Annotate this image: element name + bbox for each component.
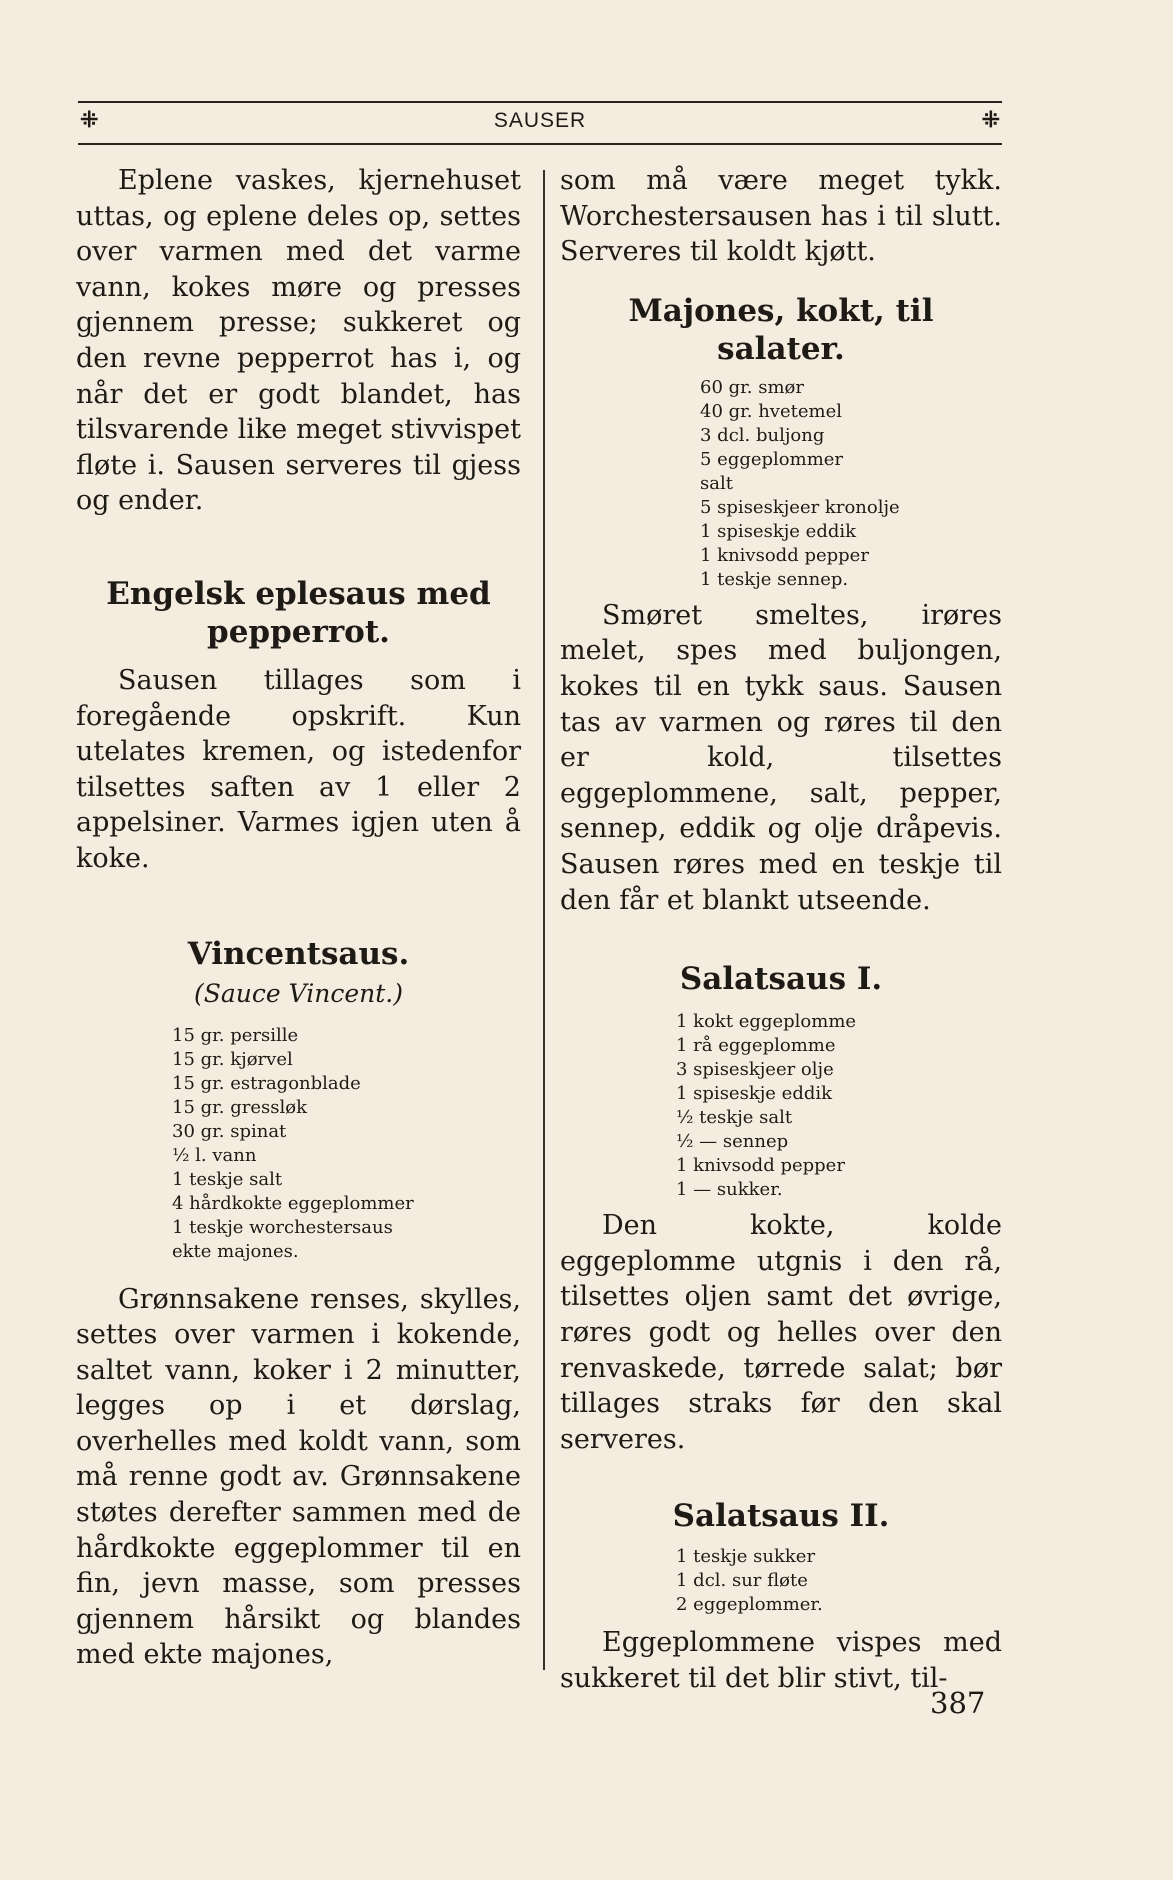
ingredient-item: 3 dcl. buljong xyxy=(700,424,825,446)
section-title: SAUSER xyxy=(493,109,587,132)
ingredient-item: 1 rå eggeplomme xyxy=(676,1035,836,1057)
ingredient-item: 1 knivsodd pepper xyxy=(676,1155,845,1177)
ingredient-item: 60 gr. smør xyxy=(700,376,804,398)
recipe-title-vincent: Vincentsaus. xyxy=(187,935,410,972)
ornament-left-icon: ⁜ xyxy=(80,107,99,132)
intro-paragraph: Eplene vaskes, kjernehuset uttas, og eplene deles op, settes over varmen med det varme vann, kokes møre og presses gjennem presse; sukkeret og den revne pepperrot has i, og når det er godt blandet, has tilsvarende like meget stivvispet fløte i. Sausen serveres til gjess og ender. xyxy=(76,165,521,517)
ingredient-item: ekte majones. xyxy=(172,1240,299,1262)
ingredient-item: 1 teskje sennep. xyxy=(700,568,849,590)
ingredient-item: 5 eggeplommer xyxy=(700,448,844,470)
ingredient-item: 15 gr. gressløk xyxy=(172,1096,307,1118)
ingredient-item: ½ — sennep xyxy=(676,1131,789,1153)
recipe-title-salat2: Salatsaus II. xyxy=(672,1498,890,1535)
ingredient-item: ½ l. vann xyxy=(172,1144,257,1166)
ingredient-item: 2 eggeplommer. xyxy=(676,1594,823,1616)
majones-text: Smøret smeltes, irøres melet, spes med buljongen, kokes til en tykk saus. Sausen tas av varmen og røres til den er kold, tilsettes eggeplommene, salt, pepper, sennep, eddik og olje dråpevis. Sausen røres med en teskje til den får et blankt utseende. xyxy=(560,599,1002,916)
continuation-paragraph: som må være meget tykk. Worchestersausen has i til slutt. Serveres til koldt kjøtt. xyxy=(560,165,1002,268)
ingredient-item: 1 spiseskje eddik xyxy=(700,520,857,542)
ingredient-list-majones xyxy=(700,376,1002,592)
column-divider xyxy=(543,170,545,1670)
ingredient-item: 5 spiseskjeer kronolje xyxy=(700,496,900,518)
ingredient-item: ½ teskje salt xyxy=(676,1107,793,1129)
recipe-title-engelsk-line2: pepperrot. xyxy=(207,613,390,650)
ingredient-item: 1 teskje sukker xyxy=(676,1546,816,1568)
ingredient-list-vincent xyxy=(172,1024,521,1264)
ingredient-item: 1 — sukker. xyxy=(676,1179,783,1201)
ornament-right-icon: ⁜ xyxy=(981,107,1000,132)
ingredient-item: 15 gr. estragonblade xyxy=(172,1072,361,1094)
ingredient-item: 30 gr. spinat xyxy=(172,1120,287,1142)
recipe-title-engelsk-line1: Engelsk eplesaus med xyxy=(106,575,491,612)
left-column xyxy=(76,163,521,1673)
right-column xyxy=(560,163,1002,1696)
ingredient-item: 4 hårdkokte eggeplommer xyxy=(172,1192,414,1214)
ingredient-item: 1 teskje worchestersaus xyxy=(172,1216,393,1238)
salat2-text: Eggeplommene vispes med sukkeret til det blir stivt, til- xyxy=(560,1627,1002,1694)
recipe-title-salat1: Salatsaus I. xyxy=(679,961,883,998)
recipe-title-majones: Majones, kokt, til salater. xyxy=(628,292,934,367)
ingredient-item: 1 spiseskje eddik xyxy=(676,1083,833,1105)
ingredient-item: 15 gr. kjørvel xyxy=(172,1048,293,1070)
ingredient-item: salt xyxy=(700,472,733,494)
ingredient-item: 1 knivsodd pepper xyxy=(700,544,869,566)
ingredient-item: 15 gr. persille xyxy=(172,1024,299,1046)
ingredient-item: 1 teskje salt xyxy=(172,1168,283,1190)
ingredient-item: 1 kokt eggeplomme xyxy=(676,1011,857,1033)
ingredient-list-salat1 xyxy=(676,1010,1002,1202)
ingredient-list-salat2 xyxy=(676,1545,1002,1617)
vincent-text: Grønnsakene renses, skylles, settes over varmen i kokende, saltet vann, koker i 2 minutter, legges op i et dørslag, overhelles med koldt vann, som må renne godt av. Grønnsakene støtes derefter sammen med de hårdkokte eggeplommer til en fin, jevn masse, som presses gjennem hårsikt og blandes med ekte majones, xyxy=(76,1283,521,1671)
salat1-text: Den kokte, kolde eggeplomme utgnis i den rå, tilsettes oljen samt det øvrige, røres godt og helles over den renvaskede, tørrede salat; bør tillages straks før den skal serveres. xyxy=(560,1210,1002,1455)
ingredient-item: 3 spiseskjeer olje xyxy=(676,1059,834,1081)
engelsk-text: Sausen tillages som i foregående opskrift. Kun utelates kremen, og istedenfor tilsettes saften av 1 eller 2 appelsiner. Varmes igjen uten å koke. xyxy=(76,664,521,874)
ingredient-item: 40 gr. hvetemel xyxy=(700,400,842,422)
running-header xyxy=(78,101,1002,145)
page-number: 387 xyxy=(930,1686,986,1720)
ingredient-item: 1 dcl. sur fløte xyxy=(676,1570,808,1592)
recipe-subtitle-vincent: (Sauce Vincent.) xyxy=(194,978,403,1008)
